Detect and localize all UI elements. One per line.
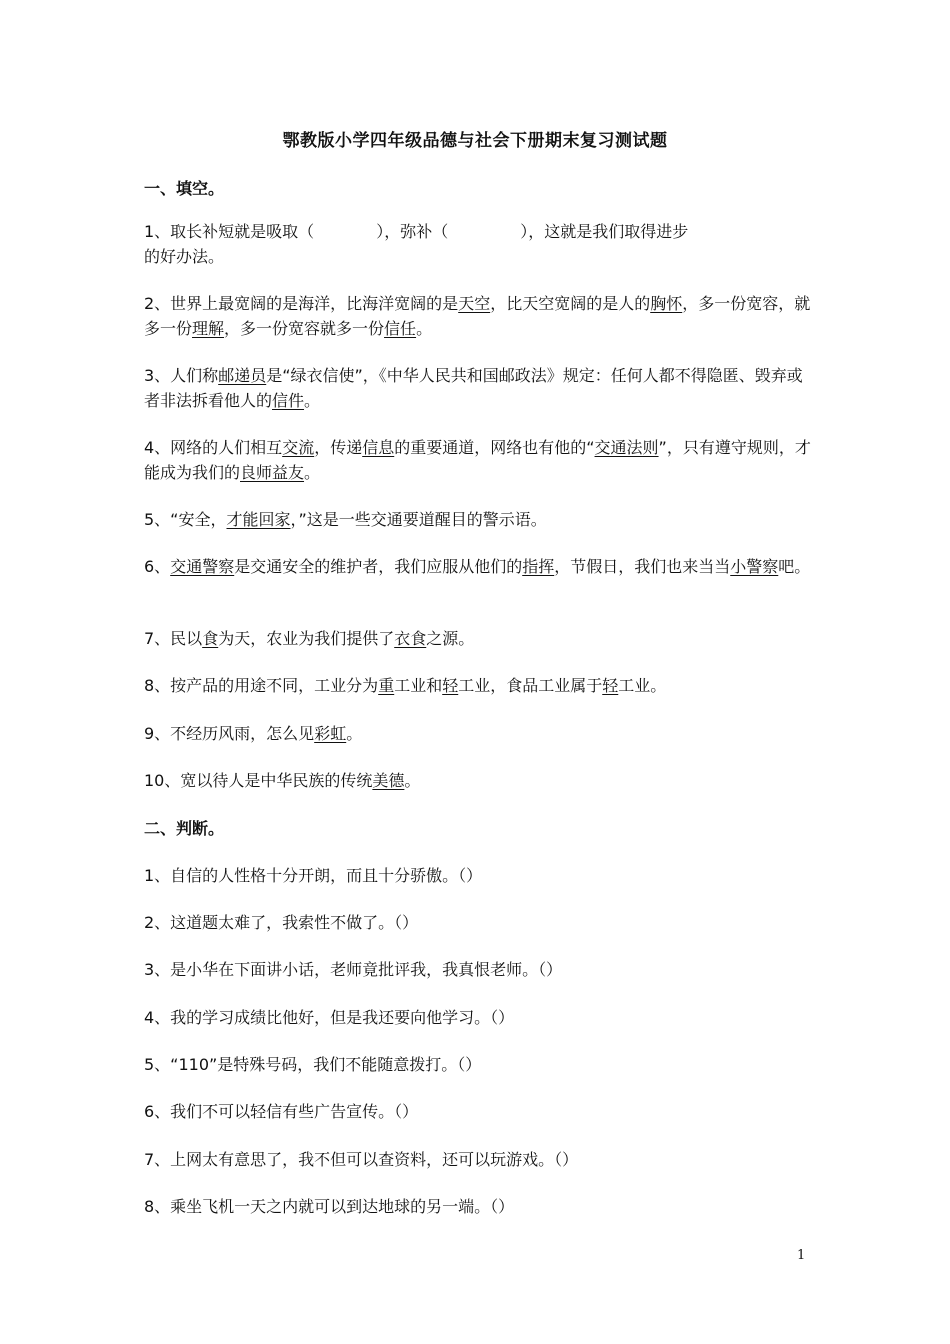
q4-answer: 交通法则 [594, 438, 659, 457]
q6-answer: 指挥 [522, 557, 555, 576]
q4-answer: 信息 [362, 438, 395, 457]
question-8 [144, 673, 816, 698]
q10-text: 。 [404, 771, 421, 790]
question-9 [144, 721, 816, 746]
q9-text: 9、不经历风雨，怎么见 [144, 724, 315, 743]
question-1 [144, 219, 816, 269]
judgement-6: 6、我们不可以轻信有些广告宣传。（） [144, 1102, 419, 1121]
question-2 [144, 291, 816, 341]
q1-text-d: 的好办法。 [144, 247, 225, 266]
q8-answer: 重 [378, 676, 395, 695]
q4-text: 的重要通道，网络也有他的“ [394, 438, 595, 457]
q1-text-a: 1、取长补短就是吸取（ [144, 222, 315, 241]
q10-answer: 美德 [372, 771, 405, 790]
q5-text: ，”这是一些交通要道醒目的警示语。 [290, 510, 547, 529]
q6-answer: 交通警察 [170, 557, 235, 576]
q8-text: 8、按产品的用途不同，工业分为 [144, 676, 379, 695]
q6-text: 6、 [144, 557, 171, 576]
q8-text: 工业。 [618, 676, 667, 695]
question-6 [144, 554, 816, 579]
q7-text: 为天，农业为我们提供了 [218, 629, 395, 648]
section-heading-fill-in: 一、填空。 [144, 179, 225, 198]
page-title: 鄂教版小学四年级品德与社会下册期末复习测试题 [282, 131, 668, 151]
judgement-4: 4、我的学习成绩比他好，但是我还要向他学习。（） [144, 1008, 515, 1027]
q2-answer: 胸怀 [650, 294, 683, 313]
q1-text-c: ），这就是我们取得进步 [520, 222, 689, 241]
judgement-5: 5、“110”是特殊号码，我们不能随意拨打。（） [144, 1055, 482, 1074]
q6-answer: 小警察 [730, 557, 779, 576]
q7-text: 之源。 [426, 629, 475, 648]
q3-text: 。 [304, 391, 321, 410]
q4-text: ”，只有遵守规则，才能成为我们的 [144, 438, 811, 482]
question-4 [144, 435, 816, 485]
q4-answer: 交流 [282, 438, 315, 457]
question-10 [144, 768, 816, 793]
q3-answer: 邮递员 [218, 366, 267, 385]
q3-text: 是“绿衣信使”，《中华人民共和国邮政法》规定：任何人都不得隐匿、毁弃或者非法拆看他人的 [144, 366, 803, 410]
q4-answer: 良师益友 [240, 463, 305, 482]
q2-answer: 天空 [458, 294, 491, 313]
q2-text: 。 [416, 319, 433, 338]
q7-text: 7、民以 [144, 629, 203, 648]
q6-text: ，节假日，我们也来当当 [554, 557, 731, 576]
q2-text: ，比天空宽阔的是人的 [490, 294, 651, 313]
judgement-3: 3、是小华在下面讲小话，老师竟批评我，我真恨老师。（） [144, 960, 563, 979]
q8-answer: 轻 [602, 676, 619, 695]
q2-answer: 理解 [192, 319, 225, 338]
q10-text: 10、宽以待人是中华民族的传统 [144, 771, 373, 790]
q6-text: 吧。 [778, 557, 811, 576]
q3-text: 3、人们称 [144, 366, 219, 385]
q2-text: 2、世界上最宽阔的是海洋，比海洋宽阔的是 [144, 294, 459, 313]
q4-text: 。 [304, 463, 321, 482]
section-heading-true-false: 二、判断。 [144, 819, 225, 838]
judgement-1: 1、自信的人性格十分开朗，而且十分骄傲。（） [144, 866, 483, 885]
q5-text: 5、“安全， [144, 510, 227, 529]
q7-answer: 衣食 [394, 629, 427, 648]
q3-answer: 信件 [272, 391, 305, 410]
q8-text: 工业和 [394, 676, 443, 695]
q4-text: ，传递 [314, 438, 363, 457]
q2-answer: 信任 [384, 319, 417, 338]
q2-text: ，多一份宽容，就多一份 [144, 294, 811, 338]
q1-text-b: ），弥补（ [376, 222, 449, 241]
q4-text: 4、网络的人们相互 [144, 438, 283, 457]
q9-text: 。 [346, 724, 363, 743]
q8-text: 工业，食品工业属于 [458, 676, 603, 695]
q5-answer: 才能回家 [226, 510, 291, 529]
judgement-2: 2、这道题太难了，我索性不做了。（） [144, 913, 419, 932]
q8-answer: 轻 [442, 676, 459, 695]
q6-text: 是交通安全的维护者，我们应服从他们的 [234, 557, 523, 576]
question-7 [144, 626, 816, 651]
judgement-8: 8、乘坐飞机一天之内就可以到达地球的另一端。（） [144, 1197, 515, 1216]
page-number: 1 [797, 1248, 806, 1263]
question-3 [144, 363, 816, 413]
judgement-7: 7、上网太有意思了，我不但可以查资料，还可以玩游戏。（） [144, 1150, 579, 1169]
q9-answer: 彩虹 [314, 724, 347, 743]
q7-answer: 食 [202, 629, 219, 648]
question-5 [144, 507, 816, 532]
q2-text: ，多一份宽容就多一份 [224, 319, 385, 338]
